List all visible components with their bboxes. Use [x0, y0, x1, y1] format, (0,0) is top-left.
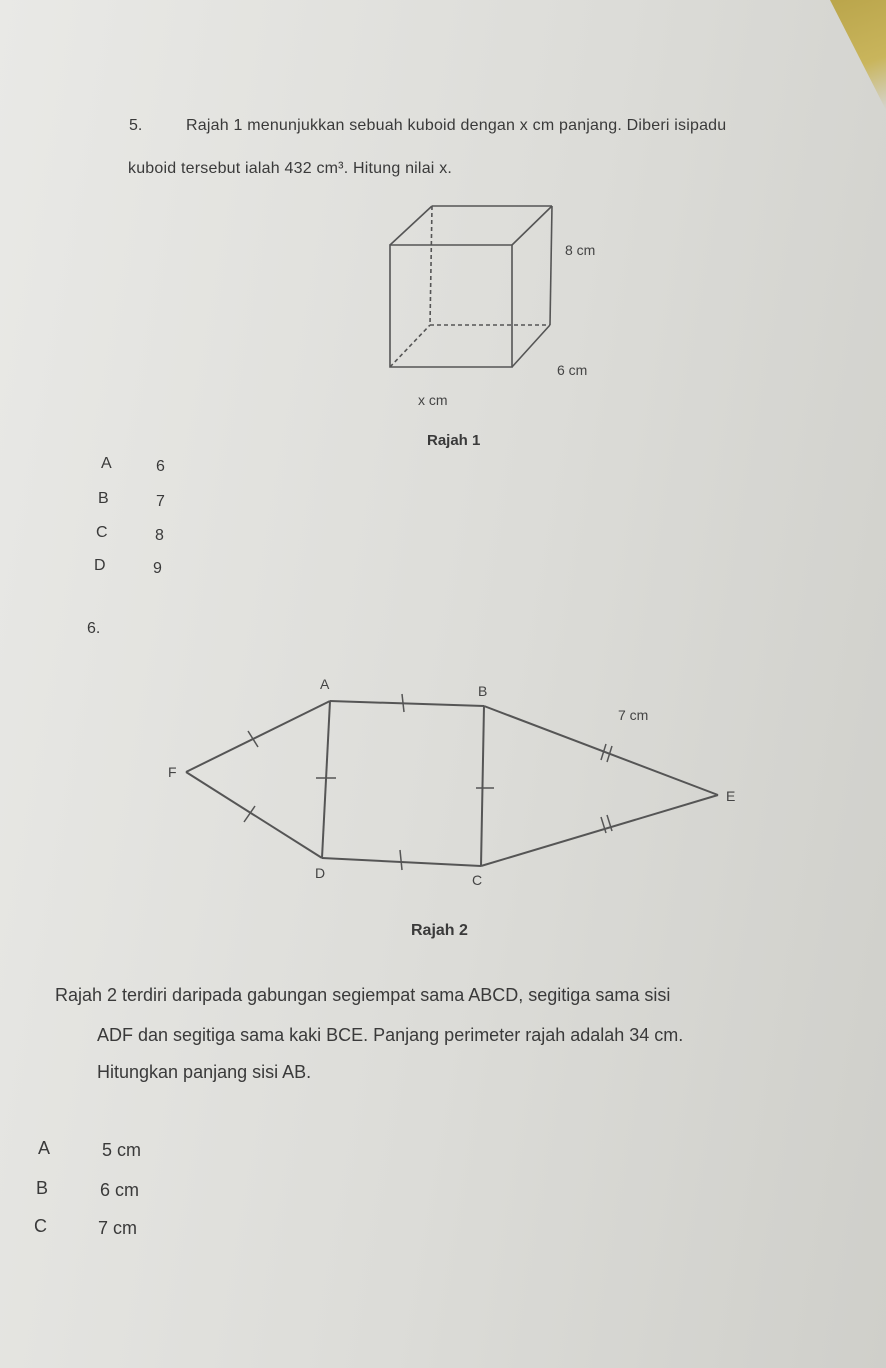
q6-option-a-value[interactable]: 5 cm	[102, 1140, 142, 1160]
side-bc	[481, 706, 484, 866]
q6-option-b-letter: B	[36, 1178, 49, 1198]
vertex-label-a: A	[320, 676, 330, 692]
side-af	[186, 701, 330, 772]
tick-mark	[248, 731, 258, 747]
q5-option-d-value[interactable]: 9	[153, 560, 162, 577]
tick-mark	[402, 694, 404, 712]
q5-text-line2: kuboid tersebut ialah 432 cm³. Hitung nilai x.	[128, 160, 453, 177]
q6-text-line3: Hitungkan panjang sisi AB.	[97, 1062, 312, 1082]
vertex-label-d: D	[315, 865, 326, 881]
q6-option-a-letter: A	[38, 1138, 51, 1158]
figure-caption-rajah-2: Rajah 2	[411, 922, 468, 939]
q6-option-b-value[interactable]: 6 cm	[100, 1180, 140, 1200]
q6-text-line1: Rajah 2 terdiri daripada gabungan segiempat sama ABCD, segitiga sama sisi	[55, 985, 671, 1005]
cuboid-length-label: x cm	[418, 392, 448, 408]
q5-text-line1: Rajah 1 menunjukkan sebuah kuboid dengan x cm panjang. Diberi isipadu	[186, 117, 727, 134]
q5-option-a-value[interactable]: 6	[156, 458, 165, 475]
side-fd	[186, 772, 322, 858]
q5-option-d-letter: D	[94, 557, 106, 574]
cuboid-width-label: 6 cm	[557, 362, 588, 378]
side-be-label: 7 cm	[618, 707, 649, 723]
figure-caption-rajah-1: Rajah 1	[427, 432, 481, 449]
side-ec	[481, 795, 718, 866]
q6-option-c-letter: C	[34, 1216, 47, 1236]
q6-number: 6.	[87, 620, 101, 637]
q5-option-c-value[interactable]: 8	[155, 527, 164, 544]
q5-option-b-value[interactable]: 7	[156, 493, 165, 510]
q6-text-line2: ADF dan segitiga sama kaki BCE. Panjang perimeter rajah adalah 34 cm.	[97, 1025, 684, 1045]
side-ab	[330, 701, 484, 706]
q6-option-c-value[interactable]: 7 cm	[98, 1218, 138, 1238]
q5-option-c-letter: C	[96, 524, 108, 541]
cuboid-height-label: 8 cm	[565, 242, 596, 258]
vertex-label-b: B	[478, 683, 488, 699]
tick-mark	[400, 850, 402, 870]
vertex-label-e: E	[726, 788, 736, 804]
q5-option-a-letter: A	[101, 455, 112, 472]
q5-option-b-letter: B	[98, 490, 109, 507]
side-da	[322, 701, 330, 858]
q5-number: 5.	[129, 117, 143, 134]
vertex-label-f: F	[168, 764, 177, 780]
vertex-label-c: C	[472, 872, 483, 888]
side-be	[484, 706, 718, 795]
